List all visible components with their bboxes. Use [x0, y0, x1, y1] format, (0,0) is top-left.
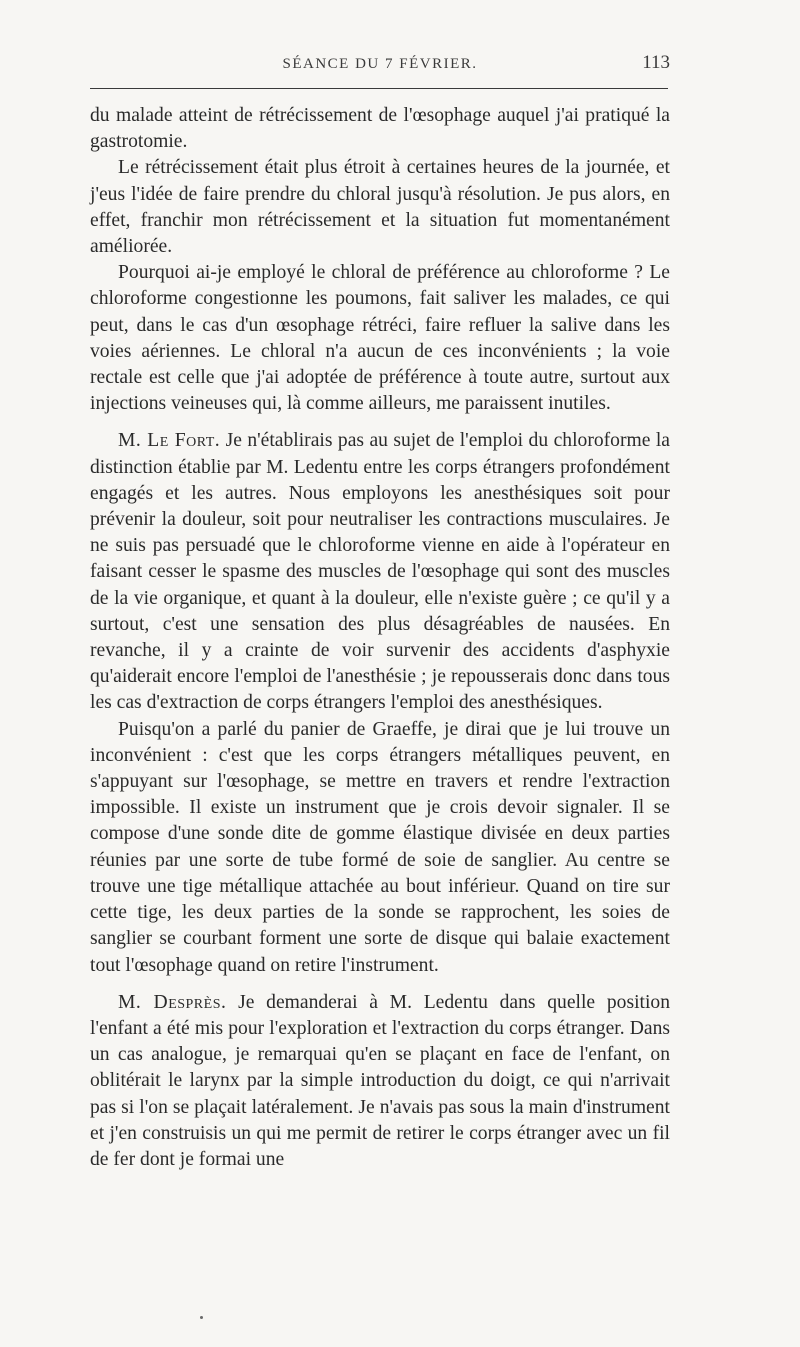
paragraph-text: Pourquoi ai-je employé le chloral de préférence au chloroforme ? Le chloroforme congestionne les poumons, fait saliver les malades, ce qui peut, dans le cas d'un œsophage rétréci, faire refluer la salive dans les voies aériennes. Le chloral n'a aucun de ces inconvénients ; la voie rectale est celle que j'ai adoptée de préférence à toute autre, surtout aux injections veineuses qui, là comme ailleurs, me paraissent inutiles. [90, 262, 670, 415]
paragraph-text: du malade atteint de rétrécissement de l'œsophage auquel j'ai pratiqué la gastrotomie. [90, 105, 670, 153]
paragraph-gap [90, 417, 670, 428]
print-speck [200, 1316, 203, 1319]
paragraph-text: Puisqu'on a parlé du panier de Graeffe, je dirai que je lui trouve un inconvénient : c'est que les corps étrangers métalliques peuvent, en s'appuyant sur l'œsophage, se mettre en travers et rendre l'extraction impossible. Il existe un instrument que je crois devoir signaler. Il se compose d'une sonde dite de gomme élastique divisée en deux parties réunies par une sorte de tube formé de soie de sanglier. Au centre se trouve une tige métallique attachée au bout inférieur. Quand on tire sur cette tige, les deux parties de la sonde se rapprochent, les soies de sanglier se courbant forment une sorte de disque qui balaie exactement tout l'œsophage quand on retire l'instrument. [90, 718, 670, 976]
paragraph-text: Le rétrécissement était plus étroit à certaines heures de la journée, et j'eus l'idée de faire prendre du chloral jusqu'à résolution. Je pus alors, en effet, franchir mon rétrécissement et la situation fut momentanément améliorée. [90, 157, 670, 258]
paragraph-chloroforme [90, 260, 670, 417]
paragraph-despres [90, 990, 670, 1173]
paragraph-chloral [90, 155, 670, 260]
paragraph-text: Je demanderai à M. Ledentu dans quelle position l'enfant a été mis pour l'exploration et l'extraction du corps étranger. Dans un cas analogue, je remarquai qu'en se plaçant en face de l'enfant, on oblitérait le larynx par la simple introduction du doigt, ce qui n'arrivait pas si l'on se plaçait latéralement. Je n'avais pas sous la main d'instrument et j'en construisis un qui me permit de retirer le corps étranger avec un fil de fer dont je formai une [90, 991, 670, 1170]
paragraph-graeffe [90, 717, 670, 979]
paragraph-text: Je n'établirais pas au sujet de l'emploi du chloroforme la distinction établie par M. Ledentu entre les corps étrangers profondément engagés et les autres. Nous employons les anesthésiques soit pour prévenir la douleur, soit pour neutraliser les contractions musculaires. Je ne suis pas persuadé que le chloroforme vienne en aide à l'opérateur en faisant cesser le spasme des muscles de l'œsophage qui sont des muscles de la vie organique, et quant à la douleur, elle n'existe guère ; ce qu'il y a surtout, c'est une sensation des plus désagréables de nausées. En revanche, il y a crainte de voir survenir des accidents d'asphyxie qu'aiderait encore l'emploi de l'anesthésie ; je repousserais donc dans tous les cas d'extraction de corps étrangers l'emploi des anesthésiques. [90, 430, 670, 714]
running-head [90, 50, 670, 80]
paragraph-le-fort [90, 428, 670, 716]
speaker-name: M. Le Fort. [118, 430, 221, 452]
paragraph-gap [90, 979, 670, 990]
page-number: 113 [642, 52, 670, 73]
body-text [90, 103, 670, 1173]
speaker-name: M. Desprès. [118, 991, 227, 1013]
paragraph-continuation [90, 103, 670, 155]
running-title: SÉANCE DU 7 FÉVRIER. [282, 56, 478, 72]
header-rule [90, 88, 668, 89]
